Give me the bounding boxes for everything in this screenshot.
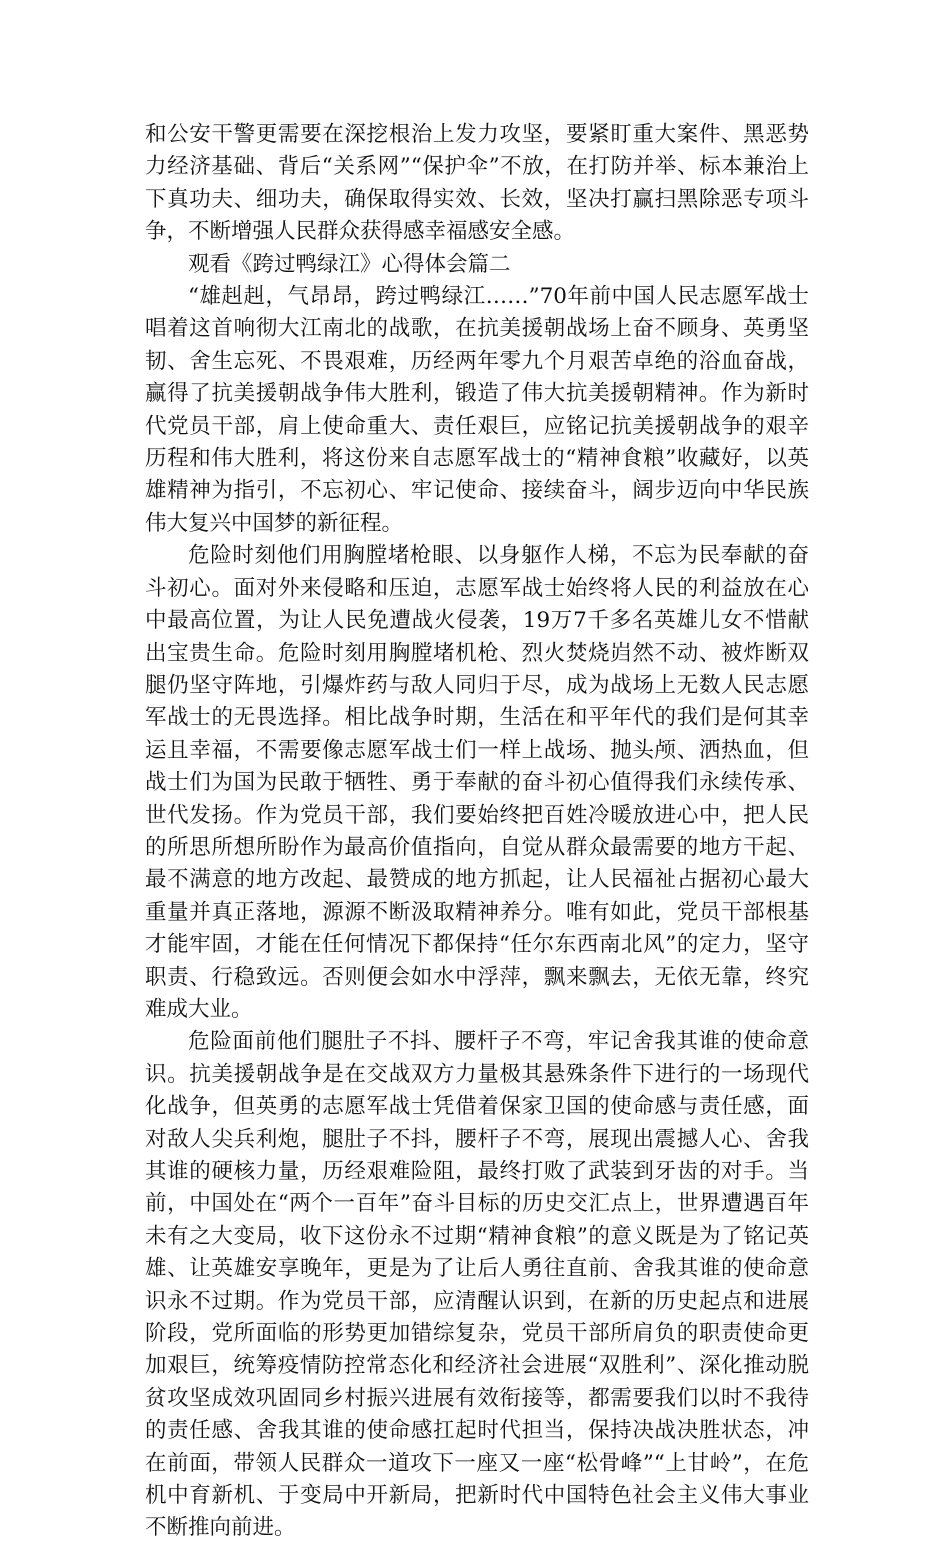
section-heading: 观看《跨过鸭绿江》心得体会篇二 <box>188 251 511 277</box>
paragraph-continued: 和公安干警更需要在深挖根治上发力攻坚，要紧盯重大案件、黑恶势力经济基础、背后“关系网”“保护伞”不放，在打防并举、标本兼治上下真功夫、细功夫，确保取得实效、长效，坚决打赢扫黑除恶专项斗争，不断增强人民群众获得感幸福感安全感。 <box>145 122 809 245</box>
paragraph-initial-heart: 危险时刻他们用胸膛堵枪眼、以身躯作人梯，不忘为民奉献的奋斗初心。面对外来侵略和压迫，志愿军战士始终将人民的利益放在心中最高位置，为让人民免遭战火侵袭，19万7千多名英雄儿女不惜献出宝贵生命。危险时刻用胸膛堵机枪、烈火焚烧岿然不动、被炸断双腿仍坚守阵地，引爆炸药与敌人同归于尽，成为战场上无数人民志愿军战士的无畏选择。相比战争时期，生活在和平年代的我们是何其幸运且幸福，不需要像志愿军战士们一样上战场、抛头颅、洒热血，但战士们为国为民敢于牺牲、勇于奉献的奋斗初心值得我们永续传承、世代发扬。作为党员干部，我们要始终把百姓冷暖放进心中，把人民的所思所想所盼作为最高价值指向，自觉从群众最需要的地方干起、最不满意的地方改起、最赞成的地方抓起，让人民福祉占据初心最大重量并真正落地，源源不断汲取精神养分。唯有如此，党员干部根基才能牢固，才能在任何情况下都保持“任尔东西南北风”的定力，坚守职责、行稳致远。否则便会如水中浮萍，飘来飘去，无依无靠，终究难成大业。 <box>145 543 809 1022</box>
paragraph-mission: 危险面前他们腿肚子不抖、腰杆子不弯，牢记舍我其谁的使命意识。抗美援朝战争是在交战双方力量极其悬殊条件下进行的一场现代化战争，但英勇的志愿军战士凭借着保家卫国的使命感与责任感，面对敌人尖兵利炮，腿肚子不抖，腰杆子不弯，展现出震撼人心、舍我其谁的硬核力量，历经艰难险阻，最终打败了武装到牙齿的对手。当前，中国处在“两个一百年”奋斗目标的历史交汇点上，世界遭遇百年未有之大变局，收下这份永不过期“精神食粮”的意义既是为了铭记英雄、让英雄安享晚年，更是为了让后人勇往直前、舍我其谁的使命意识永不过期。作为党员干部，应清醒认识到，在新的历史起点和进展阶段，党所面临的形势更加错综复杂，党员干部所肩负的职责使命更加艰巨，统筹疫情防控常态化和经济社会进展“双胜利”、深化推动脱贫攻坚成效巩固同乡村振兴进展有效衔接等，都需要我们以时不我待的责任感、舍我其谁的使命感扛起时代担当，保持决战决胜状态，冲在前面，带领人民群众一道攻下一座又一座“松骨峰”“上甘岭”，在危机中育新机、于变局中开新局，把新时代中国特色社会主义伟大事业不断推向前进。 <box>145 1029 809 1541</box>
paragraph-intro: “雄赳赳，气昂昂，跨过鸭绿江……”70年前中国人民志愿军战士唱着这首响彻大江南北的战歌，在抗美援朝战场上奋不顾身、英勇坚韧、舍生忘死、不畏艰难，历经两年零九个月艰苦卓绝的浴血奋战，赢得了抗美援朝战争伟大胜利，锻造了伟大抗美援朝精神。作为新时代党员干部，肩上使命重大、责任艰巨，应铭记抗美援朝战争的艰辛历程和伟大胜利，将这份来自志愿军战士的“精神食粮”收藏好，以英雄精神为指引，不忘初心、牢记使命、接续奋斗，阔步迈向中华民族伟大复兴中国梦的新征程。 <box>145 284 809 536</box>
document-body <box>145 119 809 1545</box>
